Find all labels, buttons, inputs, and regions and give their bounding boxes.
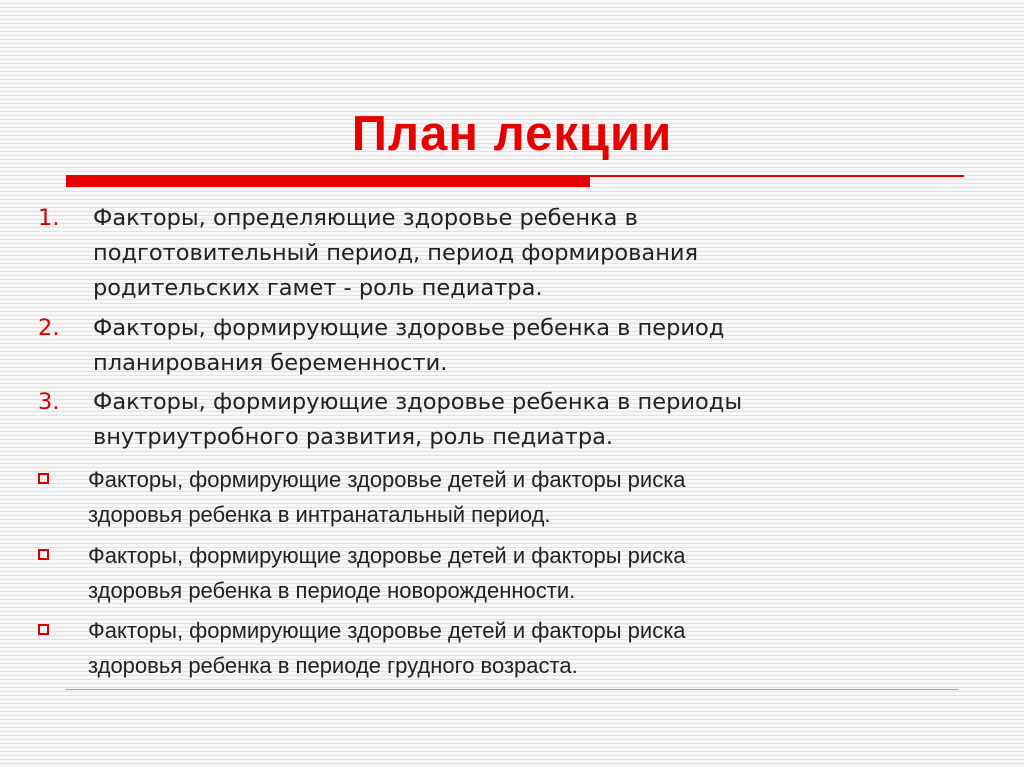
item-line: подготовительный период, период формирования (93, 240, 699, 266)
item-line: Факторы, определяющие здоровье ребенка в (93, 205, 638, 231)
item-line: Факторы, формирующие здоровье ребенка в периоды (93, 389, 743, 415)
bullet-item-3 (38, 613, 968, 683)
bottom-divider (66, 689, 958, 690)
item-line: здоровья ребенка в периоде новорожденности. (88, 578, 576, 603)
square-bullet-icon (38, 624, 49, 635)
item-number: 3. (38, 389, 60, 415)
item-line: Факторы, формирующие здоровье детей и факторы риска (88, 543, 686, 568)
title-underline-thick (66, 175, 590, 187)
numbered-item-2 (38, 311, 968, 381)
square-bullet-icon (38, 473, 49, 484)
item-line: Факторы, формирующие здоровье ребенка в период (93, 315, 725, 341)
item-line: здоровья ребенка в периоде грудного возраста. (88, 653, 578, 678)
item-number: 1. (38, 205, 60, 231)
numbered-item-1 (38, 201, 968, 306)
title-underline-thin (590, 175, 964, 177)
item-line: здоровья ребенка в интранатальный период. (88, 502, 551, 527)
item-line: внутриутробного развития, роль педиатра. (93, 424, 614, 450)
bullet-item-2 (38, 538, 968, 608)
item-line: Факторы, формирующие здоровье детей и факторы риска (88, 467, 686, 492)
square-bullet-icon (38, 549, 49, 560)
item-line: Факторы, формирующие здоровье детей и факторы риска (88, 618, 686, 643)
numbered-item-3 (38, 385, 968, 455)
item-number: 2. (38, 315, 60, 341)
bullet-item-1 (38, 462, 968, 532)
slide-title: План лекции (351, 107, 673, 161)
item-line: планирования беременности. (93, 350, 448, 376)
item-line: родительских гамет - роль педиатра. (93, 275, 543, 301)
